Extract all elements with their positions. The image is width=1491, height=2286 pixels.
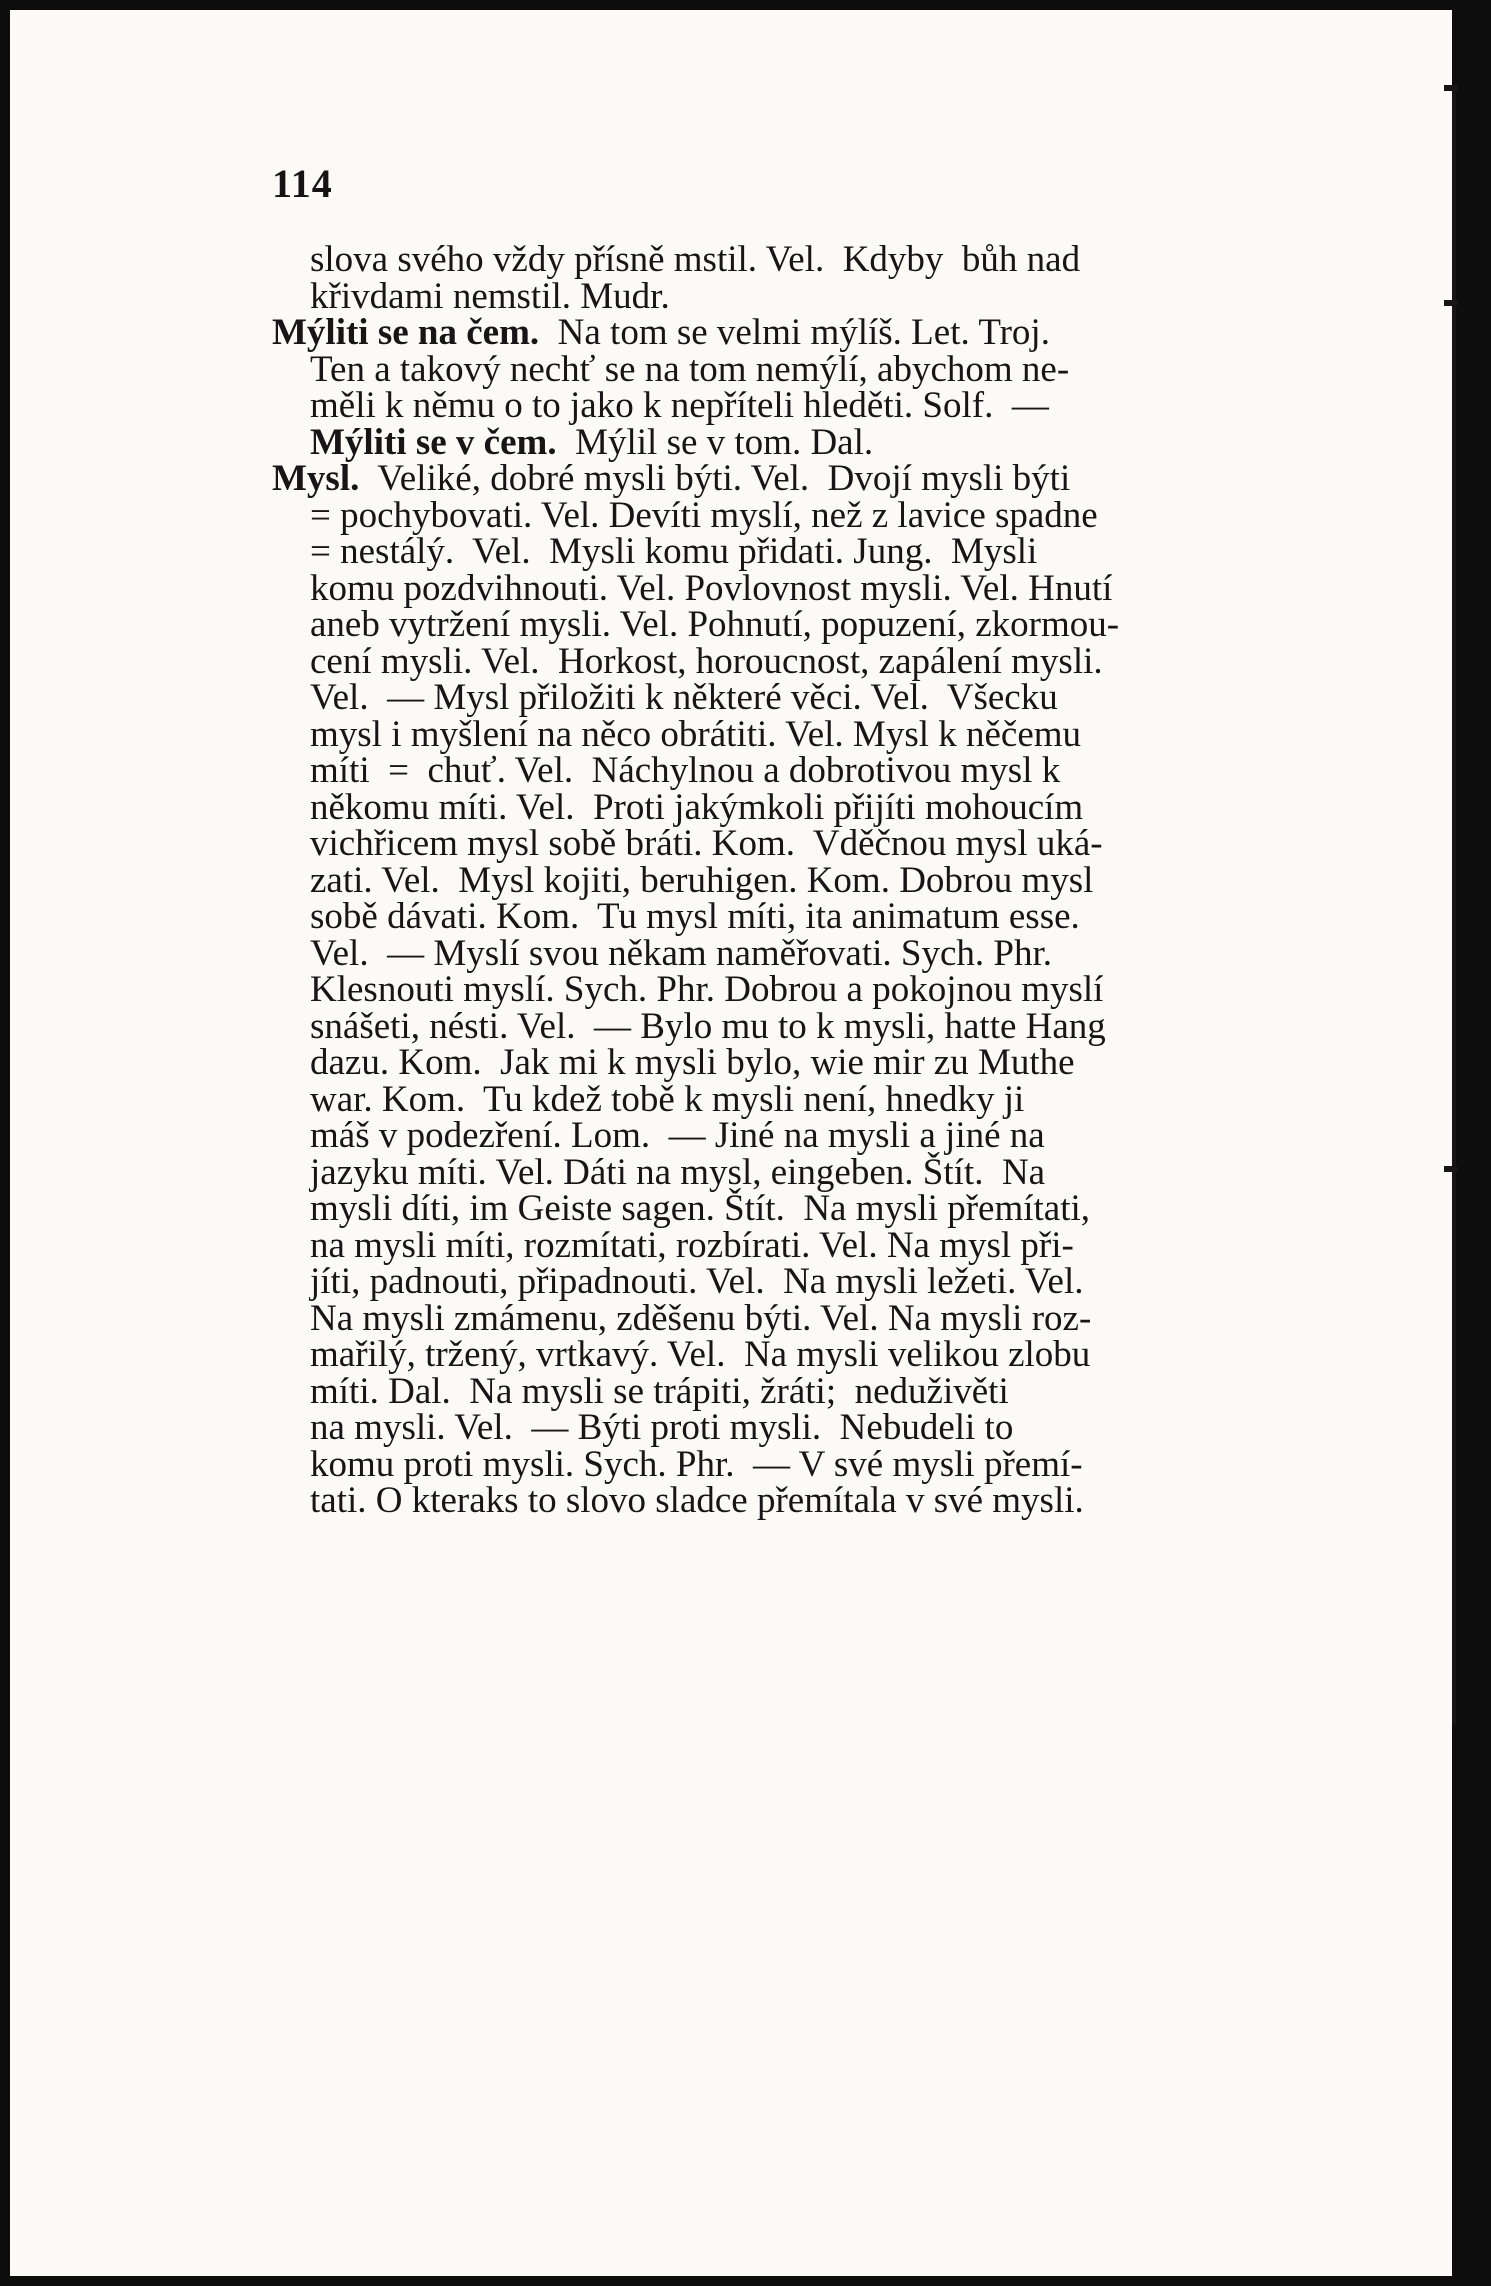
entry-text: komu proti mysli. Sych. Phr. — V své mysli přemí- [310, 1443, 1083, 1485]
entry-text: snášeti, nésti. Vel. — Bylo mu to k mysli, hatte Hang [310, 1005, 1106, 1047]
entry-text: Na tom se velmi mýlíš. Let. Troj. [539, 312, 1050, 353]
entry-text: tati. O kteraks to slovo sladce přemítala v své mysli. [310, 1480, 1084, 1521]
entry-text: na mysli míti, rozmítati, rozbírati. Vel. Na mysl při- [310, 1224, 1074, 1266]
entry-text: mysl i myšlení na něco obrátiti. Vel. Mysl k něčemu [310, 713, 1082, 755]
entry-text: na mysli. Vel. — Býti proti mysli. Nebudeli to [310, 1407, 1014, 1448]
text-line [310, 1475, 1084, 1527]
entry-text: měli k němu o to jako k nepříteli hleděti. Solf. — [310, 385, 1049, 426]
page-number: 114 [272, 161, 333, 206]
entry-text: dazu. Kom. Jak mi k mysli bylo, wie mir zu Muthe [310, 1042, 1075, 1083]
entry-text: zati. Vel. Mysl kojiti, beruhigen. Kom. Dobrou mysl [310, 859, 1094, 901]
entry-text: Ten a takový nechť se na tom nemýlí, abychom ne- [310, 348, 1070, 390]
entry-text: někomu míti. Vel. Proti jakýmkoli přijíti mohoucím [310, 786, 1084, 828]
page-edge-notch [1444, 1166, 1458, 1172]
entry-text: komu pozdvihnouti. Vel. Povlovnost mysli. Vel. Hnutí [310, 567, 1113, 609]
entry-text: aneb vytržení mysli. Vel. Pohnutí, popuzení, zkormou- [310, 604, 1120, 645]
entry-text: míti. Dal. Na mysli se trápiti, žráti; neduživěti [310, 1370, 1009, 1412]
entry-text: mysli díti, im Geiste sagen. Štít. Na mysli přemítati, [310, 1188, 1091, 1229]
entry-text: war. Kom. Tu kdež tobě k mysli není, hnedky ji [310, 1078, 1025, 1120]
entry-text: Klesnouti myslí. Sych. Phr. Dobrou a pokojnou myslí [310, 969, 1104, 1010]
entry-text: Mýlil se v tom. Dal. [556, 421, 874, 463]
entry-text: slova svého vždy přísně mstil. Vel. Kdyby bůh nad [310, 239, 1081, 280]
book-page [10, 10, 1452, 2276]
entry-text: cení mysli. Vel. Horkost, horoucnost, zapálení mysli. [310, 640, 1103, 682]
entry-text: máš v podezření. Lom. — Jiné na mysli a jiné na [310, 1115, 1045, 1156]
entry-text: Na mysli zmámenu, zděšenu býti. Vel. Na mysli roz- [310, 1297, 1092, 1339]
entry-text: = nestálý. Vel. Mysli komu přidati. Jung. Mysli [310, 531, 1038, 572]
entry-headword: Mýliti se na čem. [272, 312, 540, 353]
page-edge-notch [1444, 85, 1458, 91]
entry-text: vichřicem mysl sobě bráti. Kom. Vděčnou mysl uká- [310, 823, 1103, 864]
page-edge-notch [1444, 300, 1458, 306]
page-edge-rule [1452, 85, 1456, 1725]
entry-text: Vel. — Mysl přiložiti k některé věci. Vel. Všecku [310, 677, 1058, 718]
entry-text: Vel. — Myslí svou někam naměřovati. Sych. Phr. [310, 932, 1052, 974]
entry-text: = pochybovati. Vel. Devíti myslí, než z lavice spadne [310, 494, 1098, 536]
entry-text: jazyku míti. Vel. Dáti na mysl, eingeben. Štít. Na [310, 1151, 1046, 1193]
entry-text: Veliké, dobré mysli býti. Vel. Dvojí mysli býti [359, 458, 1071, 499]
entry-headword: Mysl. [272, 458, 360, 499]
entry-text: křivdami nemstil. Mudr. [310, 275, 670, 317]
entry-text: sobě dávati. Kom. Tu mysl míti, ita animatum esse. [310, 896, 1080, 937]
entry-headword: Mýliti se v čem. [310, 421, 557, 463]
entry-text: mařilý, tržený, vrtkavý. Vel. Na mysli velikou zlobu [310, 1334, 1091, 1375]
entry-text: míti = chuť. Vel. Náchylnou a dobrotivou mysl k [310, 750, 1061, 791]
entry-text: jíti, padnouti, připadnouti. Vel. Na mysli ležeti. Vel. [310, 1261, 1084, 1302]
